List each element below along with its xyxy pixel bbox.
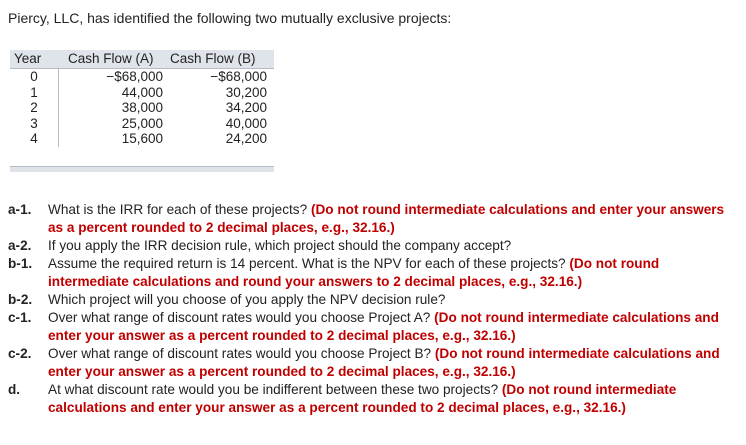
question-text: Assume the required return is 14 percent. What is the NPV for each of these projects?	[48, 256, 570, 271]
cell-year: 2	[10, 100, 59, 116]
header-cash-flow-a: Cash Flow (A)	[68, 51, 154, 67]
cash-flow-table	[10, 50, 274, 172]
cell-cash-flow-a: 25,000	[121, 115, 163, 131]
question-item	[8, 309, 738, 345]
question-label: b-2.	[8, 292, 33, 307]
header-year: Year	[14, 51, 42, 67]
cell-year: 1	[10, 85, 59, 101]
question-item	[8, 291, 738, 309]
question-item	[8, 381, 738, 417]
question-item	[8, 201, 738, 237]
cell-cash-flow-b: 24,200	[225, 131, 267, 146]
question-item	[8, 345, 738, 381]
question-label: a-1.	[8, 202, 32, 217]
cell-year: 0	[10, 69, 59, 85]
cell-cash-flow-b: 30,200	[225, 84, 267, 100]
cell-year: 3	[10, 116, 59, 132]
table-row	[10, 100, 274, 116]
table-row	[10, 131, 274, 147]
question-text: What is the IRR for each of these projects?	[48, 202, 311, 217]
cell-cash-flow-a: −$68,000	[106, 69, 163, 84]
question-text: If you apply the IRR decision rule, which project should the company accept?	[48, 238, 512, 253]
question-label: b-1.	[8, 256, 33, 271]
question-instruction: (Do not round intermediate calculations and enter your answer as a percent rounded to 2 decimal places, e.g., 32.16.)	[48, 346, 720, 379]
cell-cash-flow-a: 15,600	[121, 131, 163, 146]
table-header-row	[10, 50, 274, 69]
table-footer-bar	[10, 166, 274, 172]
question-instruction: (Do not round intermediate calculations and round your answers to 2 decimal places, e.g., 32.16.)	[48, 256, 660, 289]
cell-cash-flow-a: 44,000	[121, 84, 163, 100]
question-text: Which project will you choose of you apply the NPV decision rule?	[48, 292, 446, 307]
question-instruction: (Do not round intermediate calculations and enter your answers as a percent rounded to 2 decimal places, e.g., 32.16.)	[48, 202, 725, 235]
question-text: At what discount rate would you be indifferent between these two projects?	[48, 382, 502, 397]
table-row	[10, 116, 274, 132]
question-item	[8, 237, 738, 255]
cell-cash-flow-b: −$68,000	[210, 69, 267, 84]
question-text: Over what range of discount rates would you choose Project A?	[48, 310, 435, 325]
question-label: a-2.	[8, 238, 32, 253]
cell-cash-flow-b: 34,200	[225, 100, 267, 115]
question-label: c-1.	[8, 310, 32, 325]
table-row	[10, 69, 274, 85]
question-item	[8, 255, 738, 291]
question-label: d.	[8, 382, 21, 397]
cell-year: 4	[10, 131, 59, 147]
header-cash-flow-b: Cash Flow (B)	[170, 51, 256, 67]
question-label: c-2.	[8, 346, 32, 361]
cell-cash-flow-b: 40,000	[225, 115, 267, 131]
cell-cash-flow-a: 38,000	[121, 100, 163, 115]
question-text: Over what range of discount rates would you choose Project B?	[48, 346, 435, 361]
table-row	[10, 85, 274, 101]
problem-intro: Piercy, LLC, has identified the following two mutually exclusive projects:	[8, 10, 452, 26]
question-instruction: (Do not round intermediate calculations and enter your answer as a percent rounded to 2 decimal places, e.g., 32.16.)	[48, 310, 719, 343]
question-list	[8, 201, 738, 417]
question-instruction: (Do not round intermediate calculations and enter your answer as a percent rounded to 2 decimal places, e.g., 32.16.)	[48, 382, 677, 415]
